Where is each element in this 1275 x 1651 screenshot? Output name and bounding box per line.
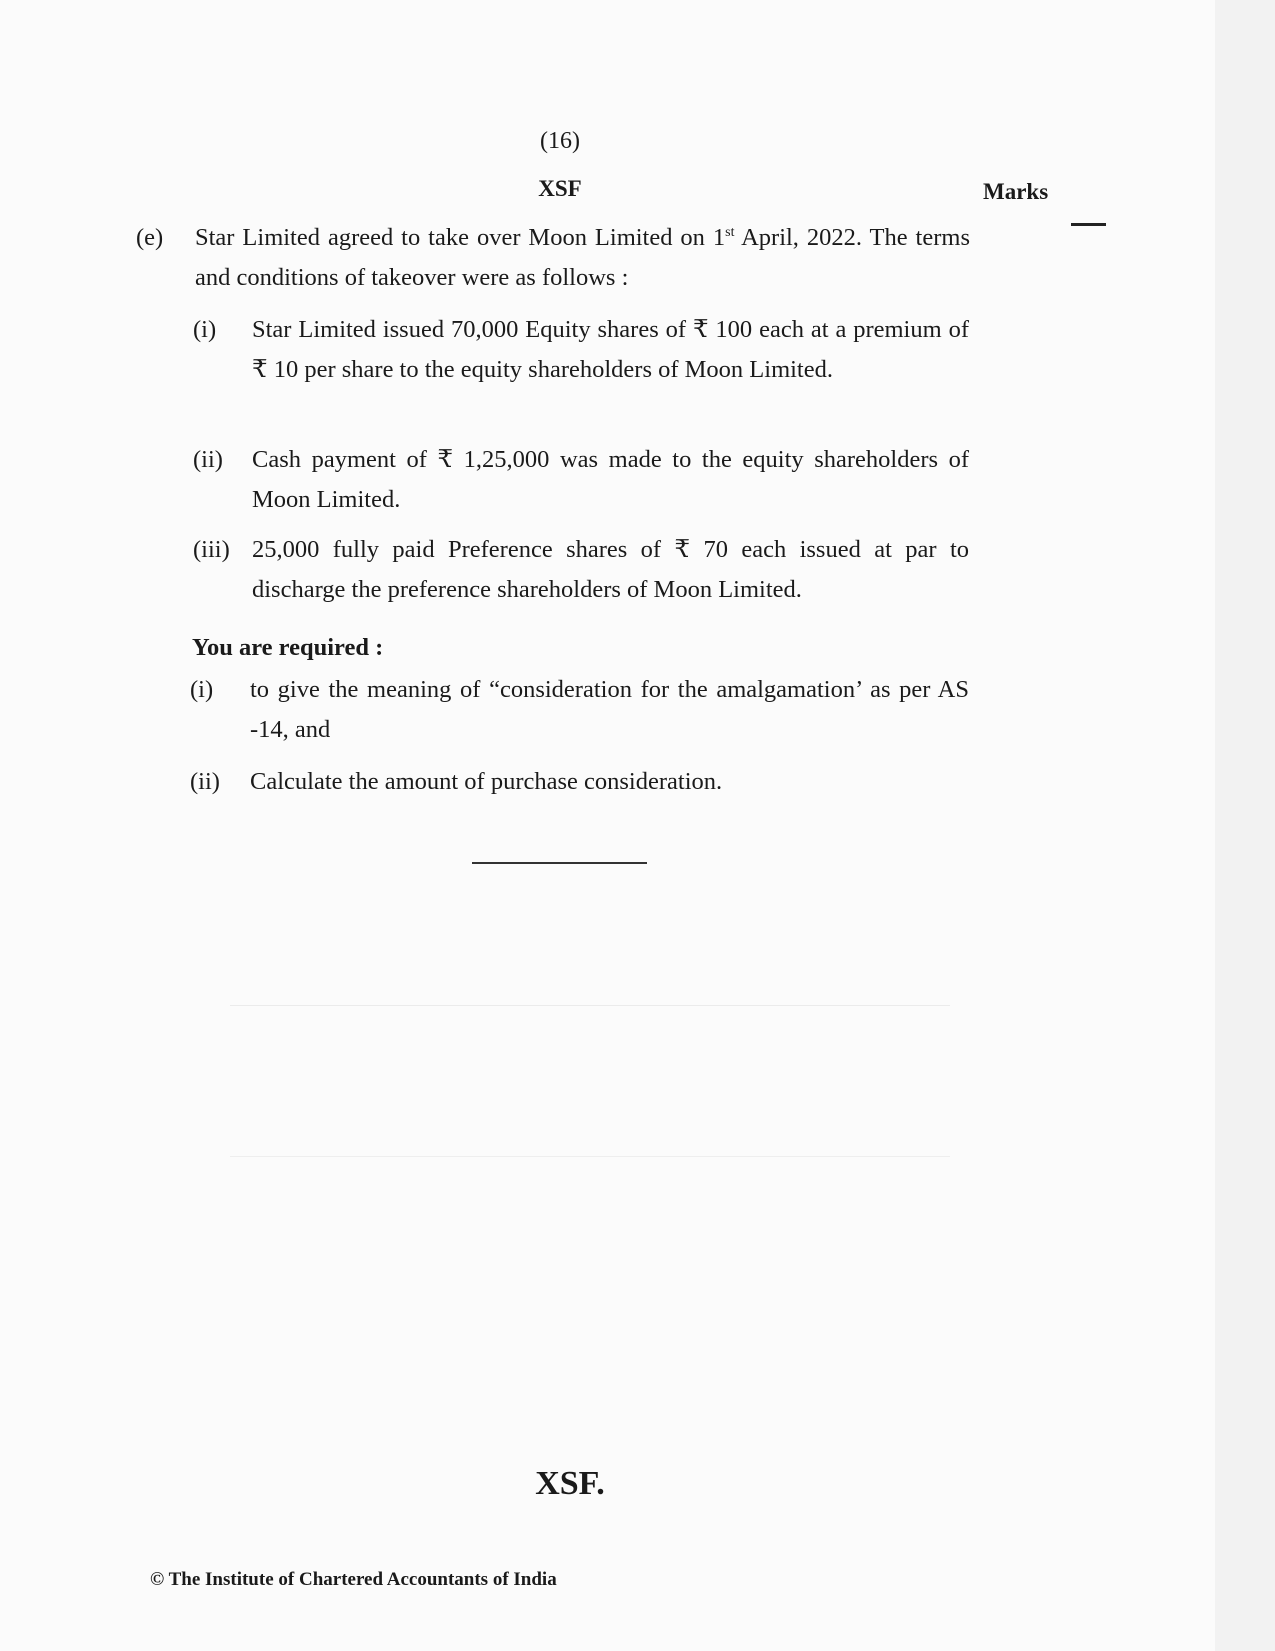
requirement-label: (i)	[190, 676, 214, 703]
paper-code-footer: XSF.	[535, 1465, 605, 1502]
end-of-question-rule	[472, 862, 647, 864]
requirement-text: to give the meaning of “consideration for the amalgamation’ as per AS -14, and	[250, 676, 969, 743]
term-label: (i)	[193, 316, 217, 343]
bleed-through-shadow	[230, 1005, 950, 1157]
marks-column-label: Marks	[983, 179, 1049, 204]
term-label: (iii)	[193, 536, 230, 563]
requirement-text: Calculate the amount of purchase consideration.	[250, 768, 723, 795]
scan-edge-shadow	[1215, 0, 1275, 1651]
term-label: (ii)	[193, 446, 223, 473]
term-text: Star Limited issued 70,000 Equity shares of ₹ 100 each at a premium of ₹ 10 per share to the equity shareholders of Moon Limited.	[252, 316, 969, 383]
page-number: (16)	[540, 128, 580, 154]
paper-code-header: XSF	[538, 176, 582, 201]
requirement-label: (ii)	[190, 768, 220, 795]
question-intro-text: Star Limited agreed to take over Moon Limited on 1st April, 2022. The terms and conditions of takeover were as follows :	[195, 224, 970, 291]
question-label: (e)	[136, 224, 164, 251]
required-heading: You are required :	[192, 634, 384, 661]
term-text: Cash payment of ₹ 1,25,000 was made to the equity shareholders of Moon Limited.	[252, 446, 969, 513]
term-text: 25,000 fully paid Preference shares of ₹ 70 each issued at par to discharge the preference shareholders of Moon Limited.	[252, 536, 969, 603]
marks-dash	[1071, 223, 1106, 226]
copyright-notice: © The Institute of Chartered Accountants of India	[150, 1569, 557, 1590]
